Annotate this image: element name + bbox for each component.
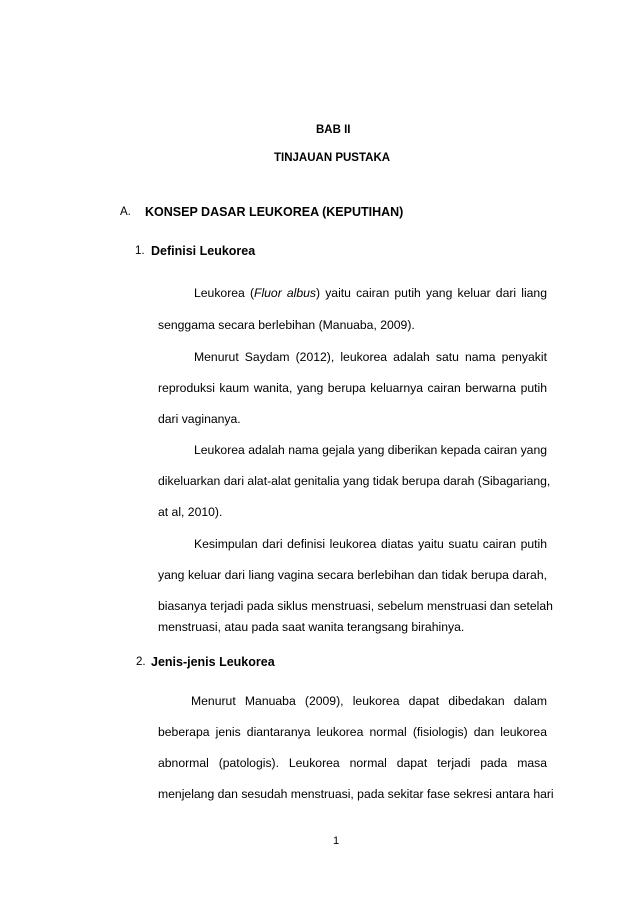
paragraph-2-line-3: dari vaginanya. (158, 412, 241, 426)
paragraph-4-line-1: Kesimpulan dari definisi leukorea diatas yaitu suatu cairan putih (194, 537, 547, 551)
chapter-heading: BAB II (316, 124, 351, 136)
paragraph-1-line-1: Leukorea (Fluor albus) yaitu cairan putih yang keluar dari liang (194, 286, 547, 300)
paragraph-5-line-2: beberapa jenis diantaranya leukorea normal (fisiologis) dan leukorea (158, 725, 547, 739)
paragraph-1-line-2: senggama secara berlebihan (Manuaba, 2009). (158, 318, 415, 332)
paragraph-3-line-2: dikeluarkan dari alat-alat genitalia yang tidak berupa darah (Sibagariang, (158, 474, 551, 488)
page-number: 1 (333, 835, 340, 847)
subsection-1-number: 1. (135, 245, 145, 257)
chapter-title: TINJAUAN PUSTAKA (274, 152, 391, 164)
subsection-2-number: 2. (136, 656, 146, 668)
paragraph-4-line-2: yang keluar dari liang vagina secara berlebihan dan tidak berupa darah, (158, 568, 547, 582)
paragraph-3-line-1: Leukorea adalah nama gejala yang diberikan kepada cairan yang (194, 443, 548, 457)
paragraph-2-line-2: reproduksi kaum wanita, yang berupa keluarnya cairan berwarna putih (158, 381, 547, 395)
paragraph-4-line-4: menstruasi, atau pada saat wanita terangsang birahinya. (158, 620, 465, 634)
paragraph-5-line-3: abnormal (patologis). Leukorea normal dapat terjadi pada masa (158, 756, 547, 770)
paragraph-5-line-1: Menurut Manuaba (2009), leukorea dapat dibedakan dalam (191, 694, 547, 708)
paragraph-2-line-1: Menurut Saydam (2012), leukorea adalah satu nama penyakit (194, 350, 547, 364)
paragraph-3-line-3: at al, 2010). (158, 505, 223, 519)
paragraph-4-line-3: biasanya terjadi pada siklus menstruasi, sebelum menstruasi dan setelah (158, 599, 553, 613)
subsection-2-title: Jenis-jenis Leukorea (151, 655, 275, 669)
section-number: A. (120, 206, 131, 218)
section-title: KONSEP DASAR LEUKOREA (KEPUTIHAN) (145, 205, 404, 219)
subsection-1-title: Definisi Leukorea (151, 244, 256, 258)
paragraph-5-line-4: menjelang dan sesudah menstruasi, pada sekitar fase sekresi antara hari (158, 787, 554, 801)
